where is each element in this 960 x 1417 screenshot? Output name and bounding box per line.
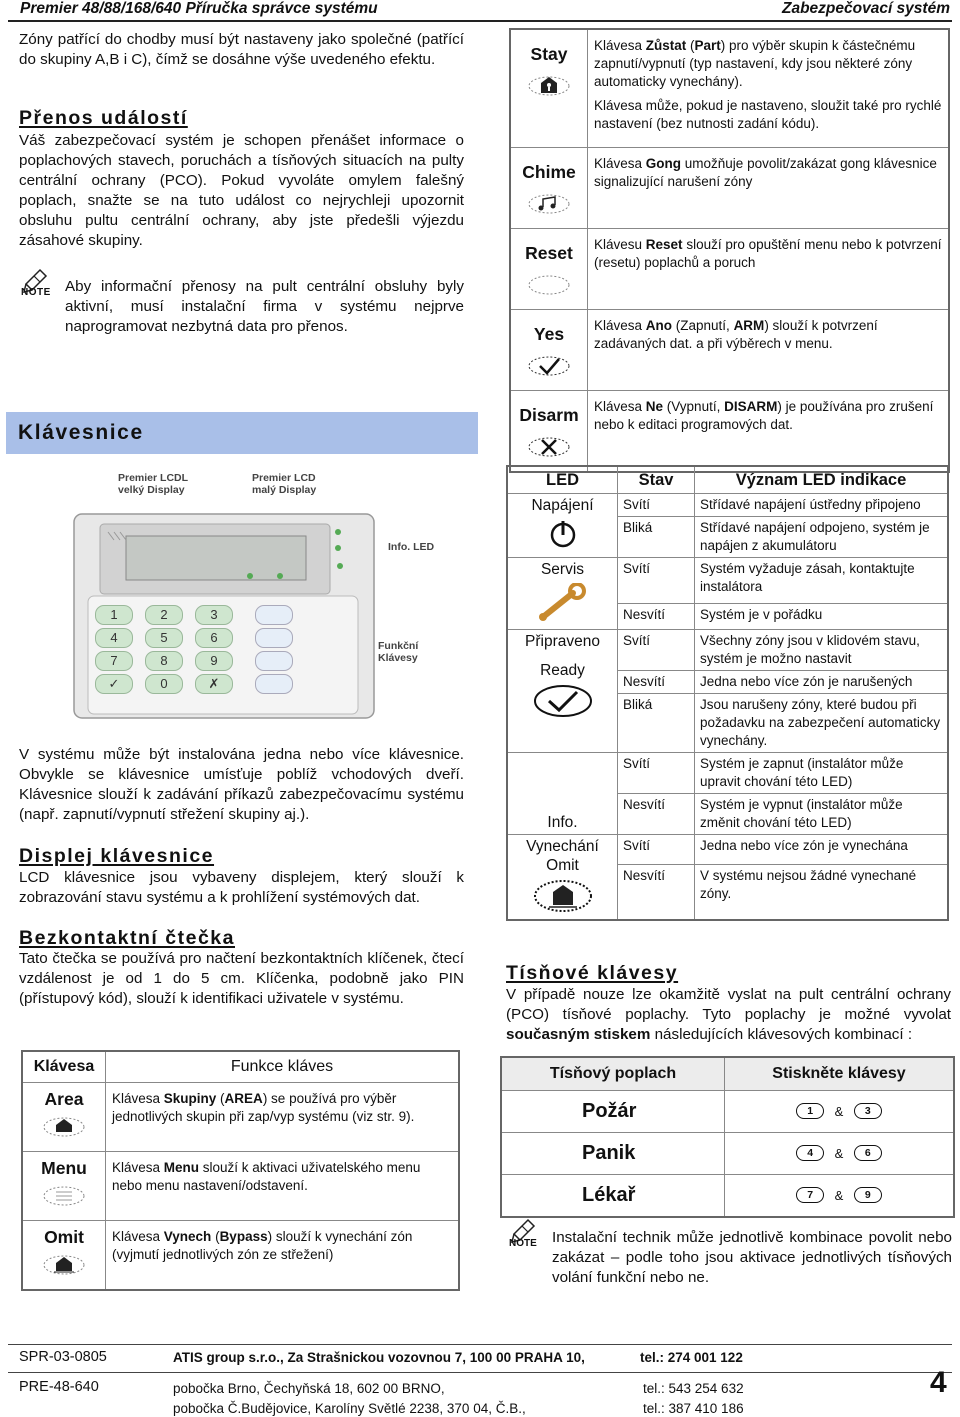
desc-text: Klávesa — [594, 398, 646, 414]
right-key-row — [510, 390, 949, 472]
key-cell — [22, 1151, 106, 1220]
area-key-icon — [27, 1114, 101, 1145]
panic-header-alarm: Tísňový poplach — [501, 1057, 725, 1091]
led-icon-0 — [509, 519, 616, 554]
led-icon-4 — [509, 879, 616, 918]
desc-bold: Part — [694, 38, 721, 53]
right-key-desc-line — [594, 398, 942, 434]
led-state: Svítí — [618, 494, 695, 517]
desc-bold: Gong — [645, 155, 682, 171]
right-key-row — [510, 309, 949, 390]
right-key-description — [588, 309, 950, 390]
right-key-description — [588, 29, 950, 147]
desc-bold: Ne — [645, 398, 664, 414]
desc-bold: Zůstat — [645, 38, 687, 53]
led-meaning: V systému nejsou žádné vynechané zóny. — [695, 865, 949, 920]
led-name: Omit — [546, 857, 579, 874]
led-meaning: Systém je zapnut (instalátor může upravit chování této LED) — [695, 753, 949, 794]
desc-text: ( — [216, 1090, 225, 1106]
led-name: Info. — [547, 814, 578, 831]
panic-title: Tísňové klávesy — [506, 962, 679, 984]
function-key — [255, 628, 293, 648]
keypad-key: ✗ — [195, 674, 233, 694]
intro-paragraph: Zóny patřící do chodby musí být nastaveny jako společné (patřící do skupiny A,B i C), čímž se dosáhne výše uvedeného efektu. — [19, 31, 464, 68]
footer-rule-2 — [8, 1372, 952, 1373]
right-key-name: Stay — [530, 44, 568, 64]
panic-keys — [725, 1133, 955, 1175]
key-table-row — [22, 1082, 459, 1151]
key-cell — [22, 1220, 106, 1290]
desc-text: ) se používá pro výběr jednotlivých skupin při zap/vyp systému (viz str. 9). — [112, 1090, 415, 1124]
display-title: Displej klávesnice — [19, 845, 215, 867]
key-table-row — [22, 1220, 459, 1290]
led-header-state: Stav — [618, 466, 695, 494]
transfer-body: Váš zabezpečovací systém je schopen přenášet informace o poplachových stavech, poruchách a tísňových situacích na pulty centrální ochrany (PCO). Pokud vyvoláte omylem falešný poplach, snažte se na tuto událost co nejrychleji upozornit obsluhu pultu centrální ochrany, aby jste předešli výjezdu zásahové skupiny. — [19, 132, 464, 249]
panic-body-end: následujících klávesových kombinací : — [650, 1026, 913, 1043]
led-state: Bliká — [618, 694, 695, 753]
keypad-key: 5 — [145, 628, 183, 648]
header-rule — [8, 20, 952, 22]
panic-key-badge: 3 — [854, 1103, 882, 1119]
led-row — [507, 630, 948, 671]
key-table-header-key: Klávesa — [22, 1051, 106, 1082]
keypads-title: Klávesnice — [18, 421, 144, 444]
image-label-info-led: Info. LED — [388, 541, 435, 553]
footer-doc2: PRE-48-640 — [19, 1379, 99, 1395]
panic-amp: & — [834, 1187, 844, 1203]
panic-note: Instalační technik může jednotlivě kombinace povolit nebo zakázat – podle toho jsou aktivace jednotlivých tísňových volání funkční nebo ne. — [552, 1229, 952, 1286]
footer-tel-cb: tel.: 387 410 186 — [643, 1401, 744, 1416]
header-title: Premier 48/88/168/640 Příručka správce systému — [20, 0, 378, 17]
led-state: Svítí — [618, 835, 695, 865]
panic-table — [500, 1056, 955, 1218]
desc-text: ( — [211, 1228, 220, 1244]
stay-key-icon — [515, 73, 583, 104]
desc-text: Klávesa — [594, 38, 646, 53]
panic-key-badge: 7 — [796, 1187, 824, 1203]
right-key-cell — [510, 390, 588, 472]
key-name: Omit — [44, 1226, 84, 1247]
led-state: Nesvítí — [618, 671, 695, 694]
desc-text: ( — [686, 38, 695, 53]
right-key-desc-line — [594, 37, 942, 91]
key-name: Area — [44, 1088, 84, 1109]
key-cell — [22, 1082, 106, 1151]
keypad-keys — [95, 605, 335, 700]
function-key — [255, 651, 293, 671]
keypad-key: 4 — [95, 628, 133, 648]
menu-key-icon — [27, 1183, 101, 1214]
note-label: NOTE — [21, 287, 51, 298]
desc-text: Klávesa — [594, 155, 646, 171]
right-key-table — [509, 28, 950, 473]
panic-key-badge: 9 — [854, 1187, 882, 1203]
key-function-table — [21, 1050, 460, 1291]
desc-bold: ARM — [733, 317, 765, 333]
led-row — [507, 558, 948, 604]
keypads-body: V systému může být instalována jedna nebo více klávesnice. Obvykle se klávesnice umísťuje poblíž vchodových dveří. Klávesnice slouží k zadávání příkazů zabezpečovacímu systému (např. zapnutí/vypnutí střežení skupiny aj.). — [19, 746, 464, 823]
desc-text: Klávesa — [112, 1159, 164, 1175]
led-name-cell — [507, 494, 618, 558]
keypad-key: ✓ — [95, 674, 133, 694]
footer-doc1: SPR-03-0805 — [19, 1349, 107, 1365]
footer-cb: pobočka Č.Budějovice, Karolíny Světlé 2238, 370 04, Č.B., — [173, 1401, 526, 1416]
desc-text: (Vypnutí, — [663, 398, 725, 414]
panic-body-bold: současným stiskem — [506, 1026, 651, 1043]
right-key-desc-line — [594, 317, 942, 353]
keypad-key: 0 — [145, 674, 183, 694]
right-key-desc-line — [594, 155, 942, 191]
keypad-key: 9 — [195, 651, 233, 671]
led-header-led: LED — [507, 466, 618, 494]
desc-bold: Bypass — [219, 1228, 268, 1244]
led-state: Svítí — [618, 558, 695, 604]
led-state: Svítí — [618, 630, 695, 671]
panic-name: Panik — [501, 1133, 725, 1175]
desc-text: (Zapnutí, — [672, 317, 734, 333]
keypad-key: 8 — [145, 651, 183, 671]
panic-row — [501, 1175, 954, 1218]
desc-bold: AREA — [224, 1090, 263, 1106]
desc-text: slouží pro opuštění menu nebo k potvrzení (resetu) poplachů a poruch — [594, 236, 942, 270]
omit-key-icon — [27, 1252, 101, 1283]
desc-bold: Ano — [645, 317, 673, 333]
panic-key-badge: 1 — [796, 1103, 824, 1119]
led-row — [507, 494, 948, 517]
reset-key-icon — [515, 272, 583, 303]
image-label-function-keys: Funkční Klávesy — [378, 640, 419, 664]
desc-text: ) je používána pro zrušení nebo k editaci programových dat. — [594, 398, 934, 432]
key-description — [106, 1220, 460, 1290]
led-meaning: Střídavé napájení odpojeno, systém je napájen z akumulátoru — [695, 517, 949, 558]
keypad-key: 2 — [145, 605, 183, 625]
panic-amp: & — [834, 1103, 844, 1119]
led-name: Vynechání — [526, 838, 599, 855]
image-label-lcdl: Premier LCDL velký Display — [118, 472, 189, 496]
key-table-header-function: Funkce kláves — [106, 1051, 460, 1082]
panic-body-text: V případě nouze lze okamžitě vyslat na pult centrální ochrany (PCO) tísňové poplachy. Tyto poplachy je možné vyvolat — [506, 986, 951, 1023]
image-label-lcd: Premier LCD malý Display — [252, 472, 317, 496]
footer-company: ATIS group s.r.o., Za Strašnickou vozovnou 7, 100 00 PRAHA 10, — [173, 1350, 585, 1365]
keypad-key: 7 — [95, 651, 133, 671]
right-key-cell — [510, 228, 588, 309]
key-description — [106, 1151, 460, 1220]
desc-bold: Menu — [163, 1159, 200, 1175]
panic-key-badge: 6 — [854, 1145, 882, 1161]
led-name: Servis — [540, 561, 585, 578]
led-name: Připraveno — [525, 633, 600, 650]
desc-text: Klávesa — [112, 1090, 164, 1106]
right-key-row — [510, 147, 949, 228]
yes-key-icon — [515, 353, 583, 384]
transfer-note: Aby informační přenosy na pult centrální obsluhy byly aktivní, musí instalační firma v systému nejprve naprogramovat nezbytná data pro přenos. — [65, 278, 464, 335]
right-key-description — [588, 147, 950, 228]
display-body: LCD klávesnice jsou vybaveny displejem, který slouží k zobrazování stavu systému a k prohlížení systémových dat. — [19, 869, 464, 906]
desc-bold: Reset — [645, 236, 683, 252]
function-key — [255, 605, 293, 625]
led-name-cell — [507, 558, 618, 630]
panic-keys — [725, 1091, 955, 1133]
led-icon-1 — [509, 583, 616, 628]
desc-text: Klávesa — [112, 1228, 164, 1244]
reader-body: Tato čtečka se používá pro načtení bezkontaktních klíčenek, čtecí vzdálenost je od 1 do 5 cm. Klíčenka, podobně jako PIN (přístupový kód), slouží k identifikaci uživatele v systému. — [19, 950, 464, 1007]
reader-title: Bezkontaktní čtečka — [19, 927, 235, 949]
desc-text: Klávesa — [594, 317, 646, 333]
led-name-cell — [507, 630, 618, 753]
led-name: Ready — [540, 662, 585, 679]
panic-amp: & — [834, 1145, 844, 1161]
led-state: Nesvítí — [618, 604, 695, 630]
panic-key-badge: 4 — [796, 1145, 824, 1161]
desc-text: ) slouží k vynechání zón (vyjmutí jednotlivých zón ze střežení) — [112, 1228, 413, 1262]
footer-rule — [8, 1344, 952, 1345]
right-key-row — [510, 228, 949, 309]
led-meaning: Střídavé napájení ústředny připojeno — [695, 494, 949, 517]
led-state: Bliká — [618, 517, 695, 558]
panic-keys — [725, 1175, 955, 1218]
led-meaning: Jedna nebo více zón je vynechána — [695, 835, 949, 865]
right-key-cell — [510, 309, 588, 390]
led-state: Nesvítí — [618, 794, 695, 835]
right-key-name: Reset — [525, 242, 573, 263]
led-meaning: Jedna nebo více zón je narušených — [695, 671, 949, 694]
key-name: Menu — [41, 1157, 87, 1178]
desc-bold: DISARM — [724, 398, 778, 414]
right-key-name: Chime — [522, 161, 576, 182]
led-row — [507, 753, 948, 794]
keypad-key: 3 — [195, 605, 233, 625]
key-table-row — [22, 1151, 459, 1220]
led-state: Svítí — [618, 753, 695, 794]
led-meaning: Systém je v pořádku — [695, 604, 949, 630]
panic-note-label: NOTE — [509, 1238, 537, 1249]
panic-name: Požár — [501, 1091, 725, 1133]
led-meaning: Systém je vypnut (instalátor může změnit chování této LED) — [695, 794, 949, 835]
panic-row — [501, 1091, 954, 1133]
disarm-key-icon — [515, 434, 583, 465]
led-meaning: Systém vyžaduje zásah, kontaktujte instalátora — [695, 558, 949, 604]
desc-bold: Skupiny — [163, 1090, 217, 1106]
transfer-title: Přenos událostí — [19, 107, 188, 129]
led-row — [507, 835, 948, 865]
led-meaning: Všechny zóny jsou v klidovém stavu, systém je možno nastavit — [695, 630, 949, 671]
led-name-cell — [507, 753, 618, 835]
right-key-desc-extra: Klávesa může, pokud je nastaveno, sloužit také pro rychlé nastavení (bez nutnosti zadání kódu). — [594, 98, 942, 131]
right-key-cell — [510, 147, 588, 228]
page-number: 4 — [930, 1366, 947, 1399]
right-key-row — [510, 29, 949, 147]
function-key — [255, 674, 293, 694]
led-table — [506, 465, 949, 921]
panic-header-keys: Stiskněte klávesy — [725, 1057, 955, 1091]
desc-text: ) pro výběr skupin k částečnému zapnutí/vypnutí (typ nastavení, kdy jsou některé zóny automaticky vynechány). — [594, 38, 916, 89]
chime-key-icon — [515, 191, 583, 222]
right-key-name: Disarm — [519, 404, 579, 425]
right-key-description — [588, 228, 950, 309]
footer-tel-main: tel.: 274 001 122 — [640, 1350, 743, 1365]
right-key-cell — [510, 29, 588, 147]
keypad-key: 1 — [95, 605, 133, 625]
footer-brno: pobočka Brno, Čechyňská 18, 602 00 BRNO, — [173, 1381, 445, 1396]
desc-text: slouží k aktivaci uživatelského menu nebo menu nastavení/odstavení. — [112, 1159, 421, 1193]
right-key-name: Yes — [533, 323, 565, 344]
panic-row — [501, 1133, 954, 1175]
led-icon-2 — [509, 684, 616, 723]
footer-tel-brno: tel.: 543 254 632 — [643, 1381, 744, 1396]
desc-text: Klávesu — [594, 236, 646, 252]
desc-text: umožňuje povolit/zakázat gong klávesnice signalizující narušení zóny — [594, 155, 937, 189]
led-name-cell — [507, 835, 618, 921]
led-state: Nesvítí — [618, 865, 695, 920]
panic-body — [506, 985, 951, 1045]
key-description — [106, 1082, 460, 1151]
keypad-key: 6 — [195, 628, 233, 648]
right-key-description — [588, 390, 950, 472]
right-key-desc-line — [594, 236, 942, 272]
header-section: Zabezpečovací systém — [781, 0, 950, 17]
led-name: Napájení — [531, 497, 594, 514]
led-header-meaning: Význam LED indikace — [695, 466, 949, 494]
desc-text: ) slouží k potvrzení zadávaných dat. a při výběrech v menu. — [594, 317, 878, 351]
panic-name: Lékař — [501, 1175, 725, 1218]
led-meaning: Jsou narušeny zóny, které budou při požadavku na zabezpečení automaticky vynechány. — [695, 694, 949, 753]
desc-bold: Vynech — [163, 1228, 212, 1244]
